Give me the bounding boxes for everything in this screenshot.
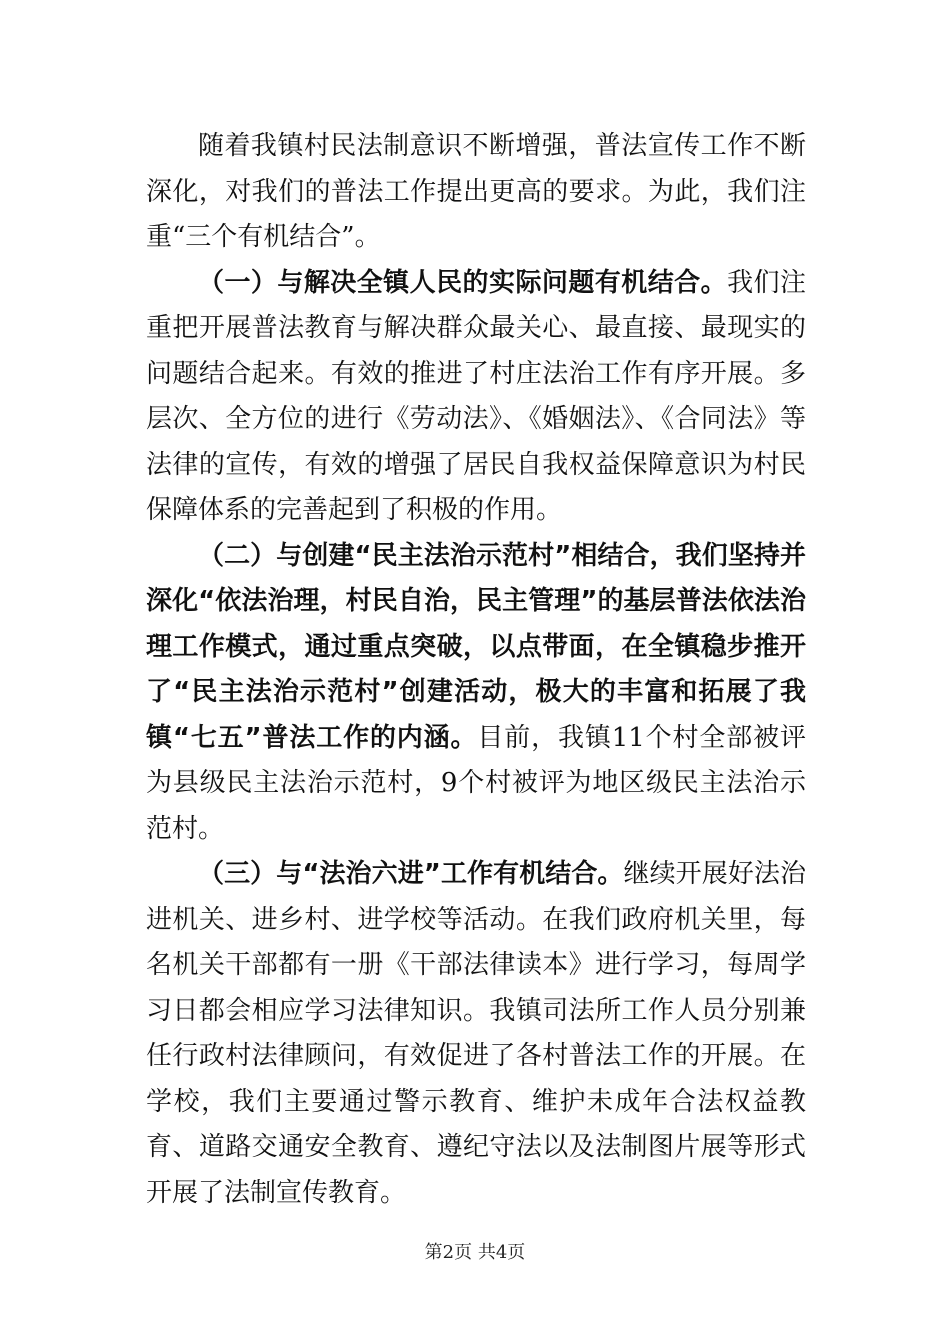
paragraph-point-3-text: 继续开展好法治进机关、进乡村、进学校等活动。在我们政府机关里，每名机关干部都有一册《干部法律读本》进行学习，每周学习日都会相应学习法律知识。我镇司法所工作人员分别兼任行政村法律顾问，有效促进了各村普法工作的开展。在学校，我们主要通过警示教育、维护未成年合法权益教育、道路交通安全教育、遵纪守法以及法制图片展等形式开展了法制宣传教育。 — [146, 859, 806, 1208]
paragraph-intro-text: 随着我镇村民法制意识不断增强，普法宣传工作不断深化，对我们的普法工作提出更高的要求。为此，我们注重“三个有机结合”。 — [146, 131, 806, 252]
document-body — [146, 124, 806, 1216]
paragraph-point-1-text: 我们注重把开展普法教育与解决群众最关心、最直接、最现实的问题结合起来。有效的推进了村庄法治工作有序开展。多层次、全方位的进行《劳动法》、《婚姻法》、《合同法》等法律的宣传，有效的增强了居民自我权益保障意识为村民保障体系的完善起到了积极的作用。 — [146, 267, 806, 525]
paragraph-point-2-heading: （二）与创建“民主法治示范村”相结合，我们坚持并深化“依法治理，村民自治，民主管理”的基层普法依法治理工作模式，通过重点突破，以点带面，在全镇稳步推开了“民主法治示范村”创建活动，极大的丰富和拓展了我镇“七五”普法工作的内涵。 — [146, 540, 806, 753]
paragraph-point-1 — [146, 261, 806, 534]
paragraph-point-2 — [146, 534, 806, 853]
paragraph-point-1-heading: （一）与解决全镇人民的实际问题有机结合。 — [198, 267, 728, 298]
paragraph-point-3-heading: （三）与“法治六进”工作有机结合。 — [198, 859, 624, 889]
paragraph-intro — [146, 124, 806, 261]
page-number-footer: 第2页 共4页 — [424, 1242, 526, 1263]
paragraph-point-2-text: 目前，我镇11个村全部被评为县级民主法治示范村，9个村被评为地区级民主法治示范村。 — [146, 722, 806, 844]
paragraph-point-3 — [146, 852, 806, 1216]
